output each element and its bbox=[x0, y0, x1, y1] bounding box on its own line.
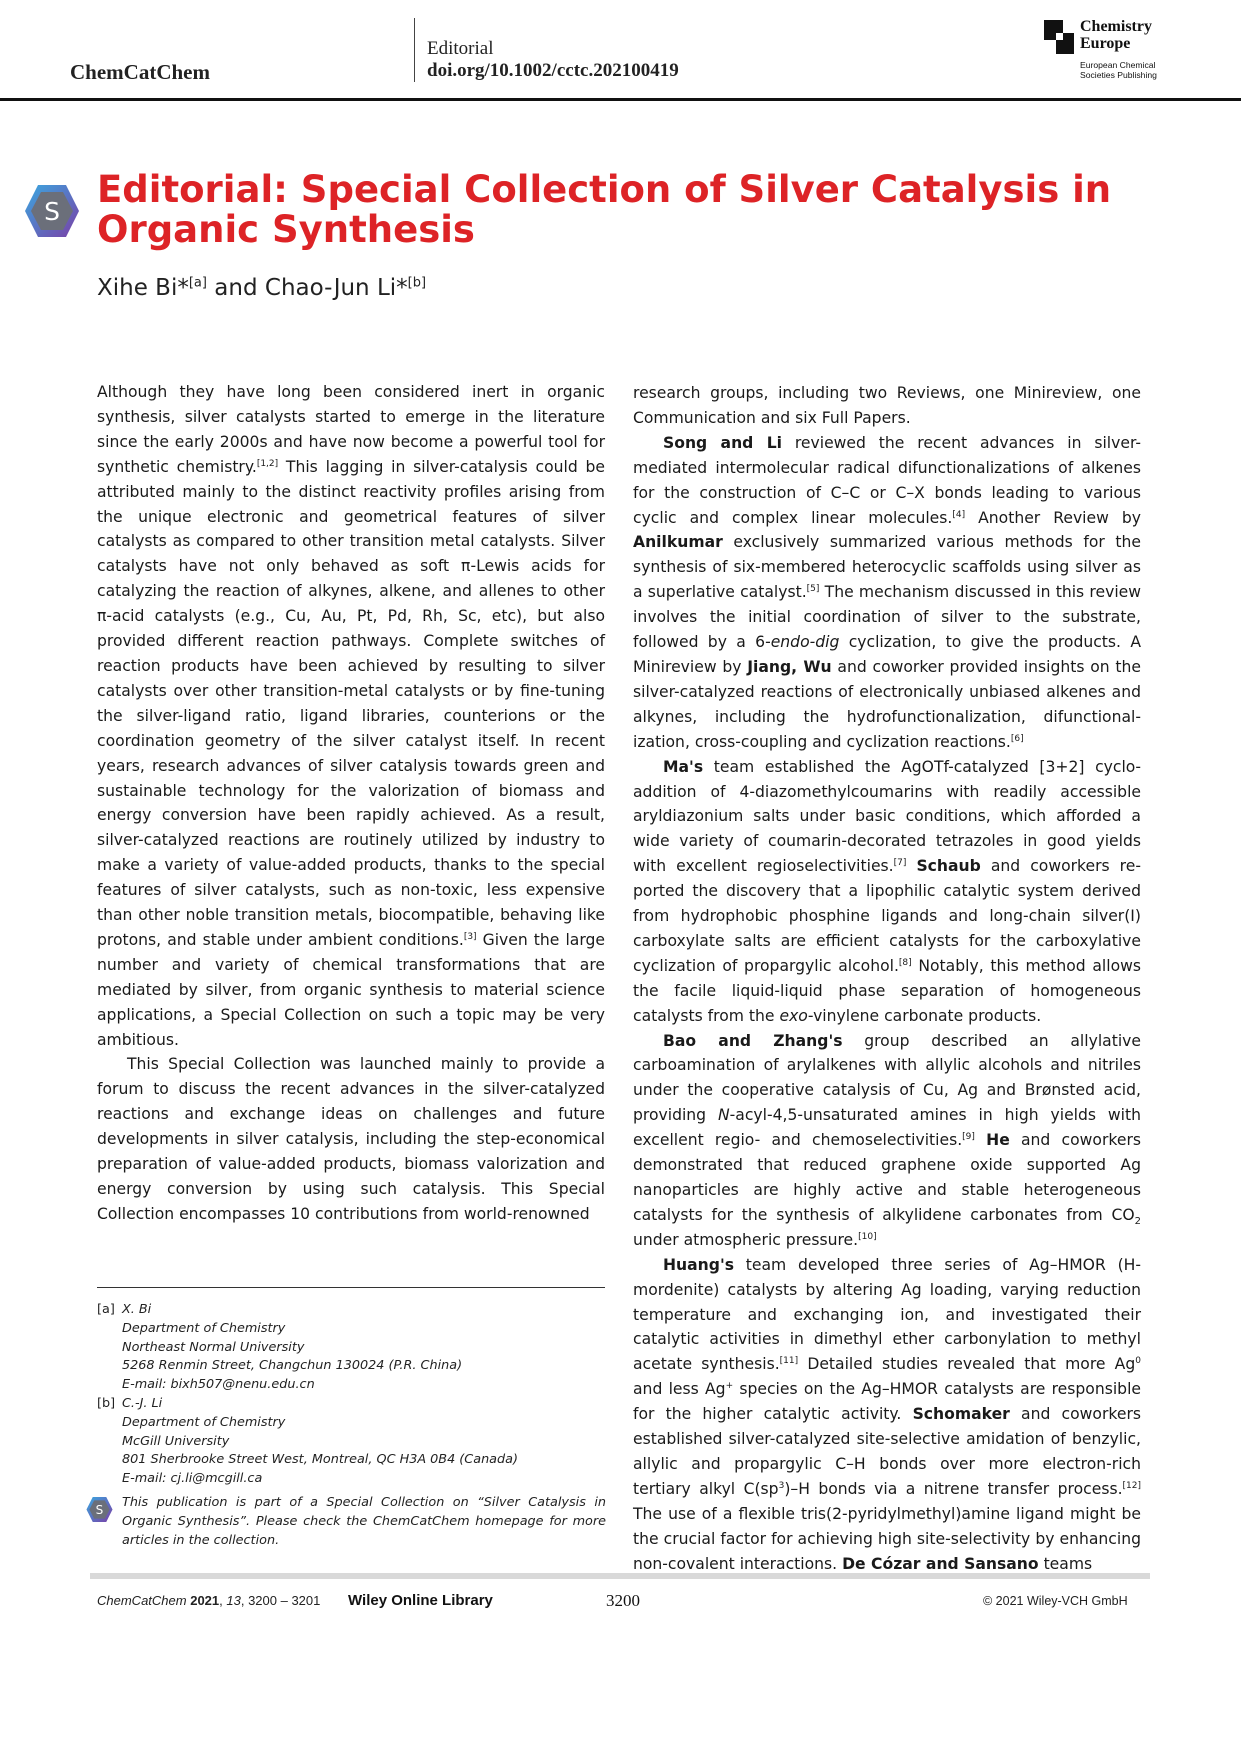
doi-link[interactable]: doi.org/10.1002/cctc.202100419 bbox=[427, 60, 679, 81]
superscript: 0 bbox=[1135, 1356, 1141, 1367]
citation[interactable]: [4] bbox=[952, 509, 966, 520]
text-run: species on the Ag–HMOR catalysts are responsible for the higher catalytic activity. bbox=[633, 1380, 1142, 1424]
text-run: and coworkers reported the discovery that a lipophilic catalytic system derived from hydrophobic phosphine ligands and long-chain silver(I) carboxylate salts are efficient catalysts for the carboxylative cyclization of propargylic alcohol. bbox=[633, 857, 1141, 975]
author-joiner: and bbox=[214, 275, 258, 301]
group-name: Huang's bbox=[663, 1255, 734, 1274]
author-list bbox=[97, 275, 426, 301]
superscript: + bbox=[725, 1381, 734, 1392]
logo-sub-line1: European Chemical bbox=[1080, 60, 1156, 70]
footnote-rule bbox=[97, 1287, 605, 1288]
text-run bbox=[975, 1131, 986, 1149]
affiliation-email[interactable]: E-mail: cj.li@mcgill.ca bbox=[122, 1471, 263, 1487]
group-name: Song and Li bbox=[663, 433, 782, 452]
affiliation-tag: [b] bbox=[97, 1395, 116, 1411]
logo-name bbox=[1080, 18, 1152, 52]
author-name[interactable]: Chao-Jun Li bbox=[264, 275, 397, 301]
text-run: team developed three series of Ag–HMOR (H-mordenite) catalysts by altering Ag loading, varying reduction temperature and exchanging ion, and investigated their catalytic activities in dimethyl ether carbonylation to methyl acetate synthesis. bbox=[633, 1255, 1141, 1374]
author-name[interactable]: Xihe Bi bbox=[97, 275, 178, 301]
logo-name-line1: Chemistry bbox=[1080, 18, 1152, 35]
affiliation-ref: [b] bbox=[407, 275, 427, 291]
text-run: )–H bonds via a nitrene transfer process. bbox=[784, 1479, 1123, 1498]
corresponding-mark: * bbox=[396, 275, 408, 301]
text-run: This lagging in silver-catalysis could be attributed mainly to the distinct reactivity profiles arising from the unique electronic and geometrical features of silver catalysts as compared to other transition metal catalysts. Silver catalysts have not only behaved as soft π-Lewis acids for catalyzing the reaction of alkynes, alkene, and allenes to other π-acid catalysts (e.g., Cu, Au, Pt, Pd, Rh, Sc, etc), but also provided different reaction pathways. Complete switches of reaction products have been achieved by resulting to silver catalysts over other transition-metal catalysts or by fine-tuning the silver-ligand ratio, ligand libraries, counterions or the coordination geometry of the silver catalyst itself. In recent years, research advances of silver catalysis towards green and sustainable technology for the valorization of biomass and energy conversion have been rapidly achieved. As a result, silver-catalyzed reactions are routinely utilized by industry to make a variety of value-added products, thanks to the special features of silver catalysts, such as non-toxic, less expensive than other noble transition metals, biocompatible, behaving like protons, and stable under ambient conditions. bbox=[97, 457, 605, 949]
group-name: Schomaker bbox=[912, 1405, 1010, 1424]
text-run: and coworkers demonstrated that reduced graphene oxide supported Ag nanoparticles are highly active and stable heterogeneous catalysts for the synthesis of alkylidene carbonates from CO bbox=[633, 1131, 1141, 1224]
header-divider bbox=[414, 18, 415, 82]
group-name: Ma's bbox=[663, 757, 704, 776]
paragraph bbox=[97, 380, 605, 1052]
page-number: 3200 bbox=[606, 1591, 640, 1610]
group-name: De Cózar and Sansano bbox=[842, 1554, 1039, 1573]
body-column-left bbox=[97, 380, 605, 1227]
text-run: -vinylene carbonate products. bbox=[807, 1006, 1042, 1025]
text-run: group described an allylative carboamination of arylalkenes with allylic alcohols and nitriles under the cooperative catalysis of Cu, Ag and Brønsted acid, providing bbox=[633, 1031, 1141, 1125]
copyright: © 2021 Wiley-VCH GmbH bbox=[983, 1594, 1128, 1608]
affiliation-address: 5268 Renmin Street, Changchun 130024 (P.R. China) bbox=[122, 1358, 463, 1374]
text-run: teams bbox=[1038, 1554, 1093, 1573]
paragraph bbox=[633, 431, 1141, 755]
citation[interactable]: [5] bbox=[806, 584, 820, 595]
text-run-italic: exo bbox=[779, 1006, 808, 1025]
group-name: Bao and Zhang's bbox=[663, 1031, 843, 1050]
affiliation-author: C.-J. Li bbox=[122, 1395, 163, 1411]
text-run: -acyl-4,5-unsaturated amines in high yields with excellent regio- and chemoselectivities. bbox=[633, 1106, 1141, 1150]
text-run: under atmospheric pressure. bbox=[633, 1230, 859, 1249]
affiliation-department: Department of Chemistry bbox=[122, 1414, 286, 1430]
footer-journal: ChemCatChem bbox=[97, 1593, 187, 1608]
text-run: Notably, this method allows the facile liquid-liquid phase separation of homogeneous catalysts from the bbox=[633, 956, 1142, 1025]
group-name: Anilkumar bbox=[633, 533, 723, 552]
corresponding-mark: * bbox=[177, 275, 189, 301]
logo-name-line2: Europe bbox=[1080, 35, 1131, 52]
text-run: Although they have long been considered inert in organic synthesis, silver catalysts started to emerge in the literature since the early 2000s and have now become a powerful tool for synthetic chemistry. bbox=[97, 383, 605, 476]
citation[interactable]: [1,2] bbox=[256, 458, 279, 469]
affiliation-email[interactable]: E-mail: bixh507@nenu.edu.cn bbox=[122, 1377, 315, 1393]
affiliation-address: 801 Sherbrooke Street West, Montreal, QC H3A 0B4 (Canada) bbox=[122, 1452, 518, 1468]
journal-name: ChemCatChem bbox=[70, 60, 210, 84]
logo-subtitle bbox=[1080, 60, 1157, 80]
footer-rule bbox=[90, 1573, 1150, 1579]
badge-letter: S bbox=[95, 1502, 104, 1517]
header-rule bbox=[0, 98, 1241, 101]
affiliation-ref: [a] bbox=[188, 275, 207, 291]
text-run: team established the AgOTf-catalyzed [3+2] cycloaddition of 4-diazomethylcoumarins with readily accessible aryldiazonium salts under basic conditions, which afforded a wide variety of coumarin-decorated tetrazoles in good yields with excellent regioselectivities. bbox=[633, 757, 1141, 876]
affiliation-tag: [a] bbox=[97, 1302, 115, 1317]
superscript: 3 bbox=[778, 1480, 785, 1491]
text-run: Another Review by bbox=[965, 508, 1142, 527]
special-collection-small-icon bbox=[86, 1496, 113, 1523]
affiliation-a bbox=[97, 1301, 605, 1395]
affiliation-author: X. Bi bbox=[122, 1302, 152, 1317]
footer-citation bbox=[97, 1593, 320, 1608]
text-run: exclusively summarized various methods for the synthesis of six-membered heterocyclic scaffolds using silver as a superlative catalyst. bbox=[633, 533, 1141, 602]
text-run: and less Ag bbox=[633, 1380, 726, 1399]
citation[interactable]: [6] bbox=[1010, 733, 1024, 744]
chemistry-europe-mark-icon bbox=[1044, 20, 1074, 54]
text-run: The use of a flexible tris(2-pyridylmethyl)amine ligand might be the crucial factor for achieving high site-selectivity by enhancing non-covalent interactions. bbox=[633, 1504, 1141, 1573]
citation[interactable]: [11] bbox=[779, 1356, 799, 1367]
badge-letter: S bbox=[44, 197, 60, 226]
body-column-right bbox=[633, 381, 1141, 1577]
footer-separator: , bbox=[219, 1593, 227, 1608]
citation[interactable]: [10] bbox=[858, 1231, 877, 1242]
logo-sub-line2: Societies Publishing bbox=[1080, 70, 1157, 80]
article-title: Editorial: Special Collection of Silver Catalysis in Organic Synthesis bbox=[97, 168, 1112, 251]
paragraph: research groups, including two Reviews, one Minireview, one Communication and six Full Papers. bbox=[633, 384, 1141, 427]
citation[interactable]: [8] bbox=[898, 957, 912, 968]
affiliation-b bbox=[97, 1395, 605, 1489]
footer-year: 2021 bbox=[190, 1593, 220, 1608]
group-name: Jiang, Wu bbox=[747, 657, 832, 676]
affiliations bbox=[97, 1301, 605, 1489]
citation[interactable]: [3] bbox=[463, 931, 477, 942]
text-run bbox=[906, 857, 916, 875]
special-collection-hexagon-icon[interactable] bbox=[24, 183, 80, 239]
paragraph bbox=[633, 1253, 1141, 1577]
text-run-italic: N bbox=[717, 1106, 730, 1125]
paragraph bbox=[633, 1029, 1141, 1253]
collection-note-text: This publication is part of a Special Collection on “Silver Catalysis in Organic Synthesis”. Please check the ChemCatChem homepage for more articles in the collection. bbox=[122, 1495, 606, 1548]
footer-volume: 13 bbox=[226, 1593, 241, 1608]
paragraph: This Special Collection was launched mainly to provide a forum to discuss the recent advances in the silver-catalyzed reactions and exchange ideas on challenges and future developments in silver catalysis, including the step-economical preparation of value-added products, biomass valorization and energy conversion by using such catalysis. This Special Collection encompasses 10 contributions from world-renowned bbox=[97, 1055, 605, 1223]
affiliation-institution: McGill University bbox=[122, 1433, 230, 1449]
article-type: Editorial bbox=[427, 38, 494, 59]
affiliation-department: Department of Chemistry bbox=[122, 1320, 286, 1336]
citation[interactable]: [9] bbox=[962, 1132, 975, 1142]
text-run: Detailed studies revealed that more Ag bbox=[798, 1355, 1136, 1374]
group-name: He bbox=[986, 1131, 1010, 1150]
text-run: Given the large number and variety of chemical transformations that are mediated by silver, from organic synthesis to material science applications, a Special Collection on such a topic may be very ambitious. bbox=[97, 930, 605, 1049]
subscript: 2 bbox=[1134, 1216, 1141, 1228]
text-run: reviewed the recent advances in silver-mediated intermolecular radical difunctionalizations of alkenes for the construction of C–C or C–X bonds leading to various cyclic and complex linear molecules. bbox=[633, 433, 1141, 527]
text-run: The mechanism discussed in this review involves the initial coordination of silver to the substrate, followed by a 6- bbox=[633, 583, 1141, 652]
affiliation-institution: Northeast Normal University bbox=[122, 1339, 305, 1355]
publisher-logo[interactable] bbox=[1044, 18, 1174, 82]
citation[interactable]: [12] bbox=[1122, 1480, 1142, 1491]
special-collection-note bbox=[86, 1494, 606, 1550]
footer-pages: , 3200 – 3201 bbox=[240, 1593, 321, 1608]
text-run: and coworker provided insights on the silver-catalyzed reactions of electronically unbiased alkenes and alkynes, including the hydrofunctionalization, difunctionalization, cross-coupling and cyclization reactions. bbox=[633, 657, 1142, 751]
paragraph bbox=[633, 755, 1141, 1029]
text-run-italic: endo-dig bbox=[770, 633, 840, 652]
text-run: and coworkers established silver-catalyzed site-selective amidation of benzylic, allylic and propargylic C–H bonds over more electron-rich tertiary alkyl C(sp bbox=[633, 1405, 1141, 1498]
wiley-online-library-link[interactable]: Wiley Online Library bbox=[348, 1592, 493, 1609]
text-run: cyclization, to give the products. A Minireview by bbox=[633, 633, 1141, 676]
citation[interactable]: [7] bbox=[893, 858, 907, 869]
group-name: Schaub bbox=[916, 857, 981, 876]
